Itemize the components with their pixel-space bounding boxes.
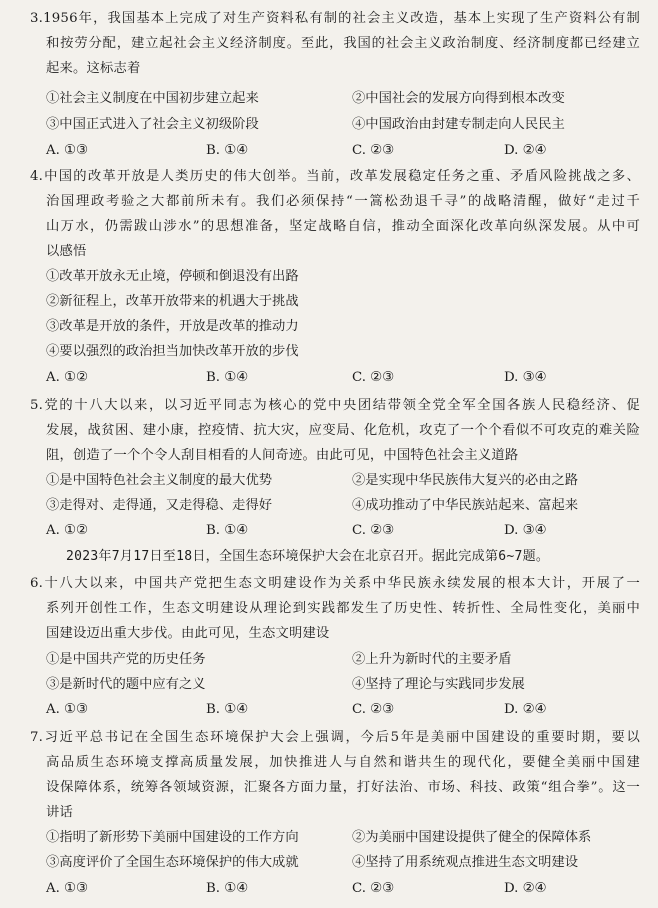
option-3: ③是新时代的题中应有之义 bbox=[46, 677, 206, 692]
question-stem-line: 阻，创造了一个个令人刮目相看的人间奇迹。由此可见，中国特色社会主义道路 bbox=[46, 448, 519, 463]
question-stem-line: 高品质生态环境支撑高质量发展，加快推进人与自然和谐共生的现代化，要健全美丽中国建 bbox=[46, 755, 640, 770]
choice-b[interactable]: B. ①④ bbox=[206, 523, 249, 538]
question-stem-line: 和按劳分配，建立起社会主义经济制度。至此，我国的社会主义政治制度、经济制度都已经建立 bbox=[46, 36, 640, 51]
question-stem-line: 7.习近平总书记在全国生态环境保护大会上强调，今后5年是美丽中国建设的重要时期，要以 bbox=[30, 730, 640, 745]
option-4: ④坚持了理论与实践同步发展 bbox=[352, 677, 525, 692]
choice-c[interactable]: C. ②③ bbox=[352, 881, 394, 896]
option-4: ④坚持了用系统观点推进生态文明建设 bbox=[352, 855, 579, 870]
question-stem-line: 4.中国的改革开放是人类历史的伟大创举。当前，改革发展稳定任务之重、矛盾风险挑战之多、 bbox=[30, 169, 640, 184]
question-group-note: 2023年7月17日至18日，全国生态环境保护大会在北京召开。据此完成第6~7题。 bbox=[66, 549, 550, 564]
option-1: ①社会主义制度在中国初步建立起来 bbox=[46, 91, 259, 106]
choice-b[interactable]: B. ①④ bbox=[206, 881, 249, 896]
option-1: ①是中国特色社会主义制度的最大优势 bbox=[46, 473, 273, 488]
choice-c[interactable]: C. ②③ bbox=[352, 143, 394, 158]
question-stem-line: 6.十八大以来，中国共产党把生态文明建设作为关系中华民族永续发展的根本大计，开展了一 bbox=[30, 576, 640, 591]
question-stem-line: 讲话 bbox=[46, 805, 73, 820]
option-4: ④中国政治由封建专制走向人民民主 bbox=[352, 117, 565, 132]
question-stem-line: 治国理政考验之大都前所未有。我们必须保持“一篙松劲退千寻”的战略清醒，做好“走过千 bbox=[46, 194, 640, 209]
question-stem-line: 系列开创性工作，生态文明建设从理论到实践都发生了历史性、转折性、全局性变化，美丽中 bbox=[46, 601, 640, 616]
choice-d[interactable]: D. ②④ bbox=[504, 143, 547, 158]
question-stem-line: 设保障体系，统筹各领域资源，汇聚各方面力量，打好法治、市场、科技、政策“组合拳”。这一 bbox=[46, 780, 640, 795]
option-3: ③走得对、走得通，又走得稳、走得好 bbox=[46, 498, 273, 513]
question-stem-line: 山万水，仍需跋山涉水”的思想准备，坚定战略自信，推动全面深化改革向纵深发展。从中可 bbox=[46, 219, 640, 234]
question-stem-line: 国建设迈出重大步伐。由此可见，生态文明建设 bbox=[46, 626, 330, 641]
choice-c[interactable]: C. ②③ bbox=[352, 523, 394, 538]
question-stem-line: 以感悟 bbox=[46, 244, 87, 259]
option-4: ④要以强烈的政治担当加快改革开放的步伐 bbox=[46, 344, 299, 359]
option-2: ②中国社会的发展方向得到根本改变 bbox=[352, 91, 565, 106]
choice-c[interactable]: C. ②③ bbox=[352, 702, 394, 717]
choice-c[interactable]: C. ②③ bbox=[352, 370, 394, 385]
option-2: ②上升为新时代的主要矛盾 bbox=[352, 652, 512, 667]
option-2: ②是实现中华民族伟大复兴的必由之路 bbox=[352, 473, 579, 488]
option-1: ①指明了新形势下美丽中国建设的工作方向 bbox=[46, 830, 299, 845]
question-stem-line: 起来。这标志着 bbox=[46, 61, 141, 76]
choice-d[interactable]: D. ②④ bbox=[504, 702, 547, 717]
choice-b[interactable]: B. ①④ bbox=[206, 143, 249, 158]
choice-a[interactable]: A. ①③ bbox=[46, 881, 88, 896]
option-4: ④成功推动了中华民族站起来、富起来 bbox=[352, 498, 579, 513]
choice-a[interactable]: A. ①② bbox=[46, 523, 88, 538]
choice-a[interactable]: A. ①② bbox=[46, 370, 88, 385]
choice-b[interactable]: B. ①④ bbox=[206, 370, 249, 385]
choice-d[interactable]: D. ③④ bbox=[504, 370, 547, 385]
choice-b[interactable]: B. ①④ bbox=[206, 702, 249, 717]
choice-d[interactable]: D. ③④ bbox=[504, 523, 547, 538]
option-3: ③高度评价了全国生态环境保护的伟大成就 bbox=[46, 855, 299, 870]
option-3: ③中国正式进入了社会主义初级阶段 bbox=[46, 117, 259, 132]
option-2: ②新征程上，改革开放带来的机遇大于挑战 bbox=[46, 294, 299, 309]
choice-d[interactable]: D. ②④ bbox=[504, 881, 547, 896]
option-1: ①改革开放永无止境，停顿和倒退没有出路 bbox=[46, 269, 299, 284]
question-stem-line: 发展，战贫困、建小康，控疫情、抗大灾，应变局、化危机，攻克了一个个看似不可攻克的难关险 bbox=[46, 423, 640, 438]
question-stem-line: 3.1956年，我国基本上完成了对生产资料私有制的社会主义改造，基本上实现了生产资料公有制 bbox=[30, 11, 640, 26]
option-2: ②为美丽中国建设提供了健全的保障体系 bbox=[352, 830, 592, 845]
option-1: ①是中国共产党的历史任务 bbox=[46, 652, 206, 667]
question-stem-line: 5.党的十八大以来，以习近平同志为核心的党中央团结带领全党全军全国各族人民稳经济、促 bbox=[30, 398, 640, 413]
option-3: ③改革是开放的条件，开放是改革的推动力 bbox=[46, 319, 299, 334]
choice-a[interactable]: A. ①③ bbox=[46, 143, 88, 158]
choice-a[interactable]: A. ①③ bbox=[46, 702, 88, 717]
